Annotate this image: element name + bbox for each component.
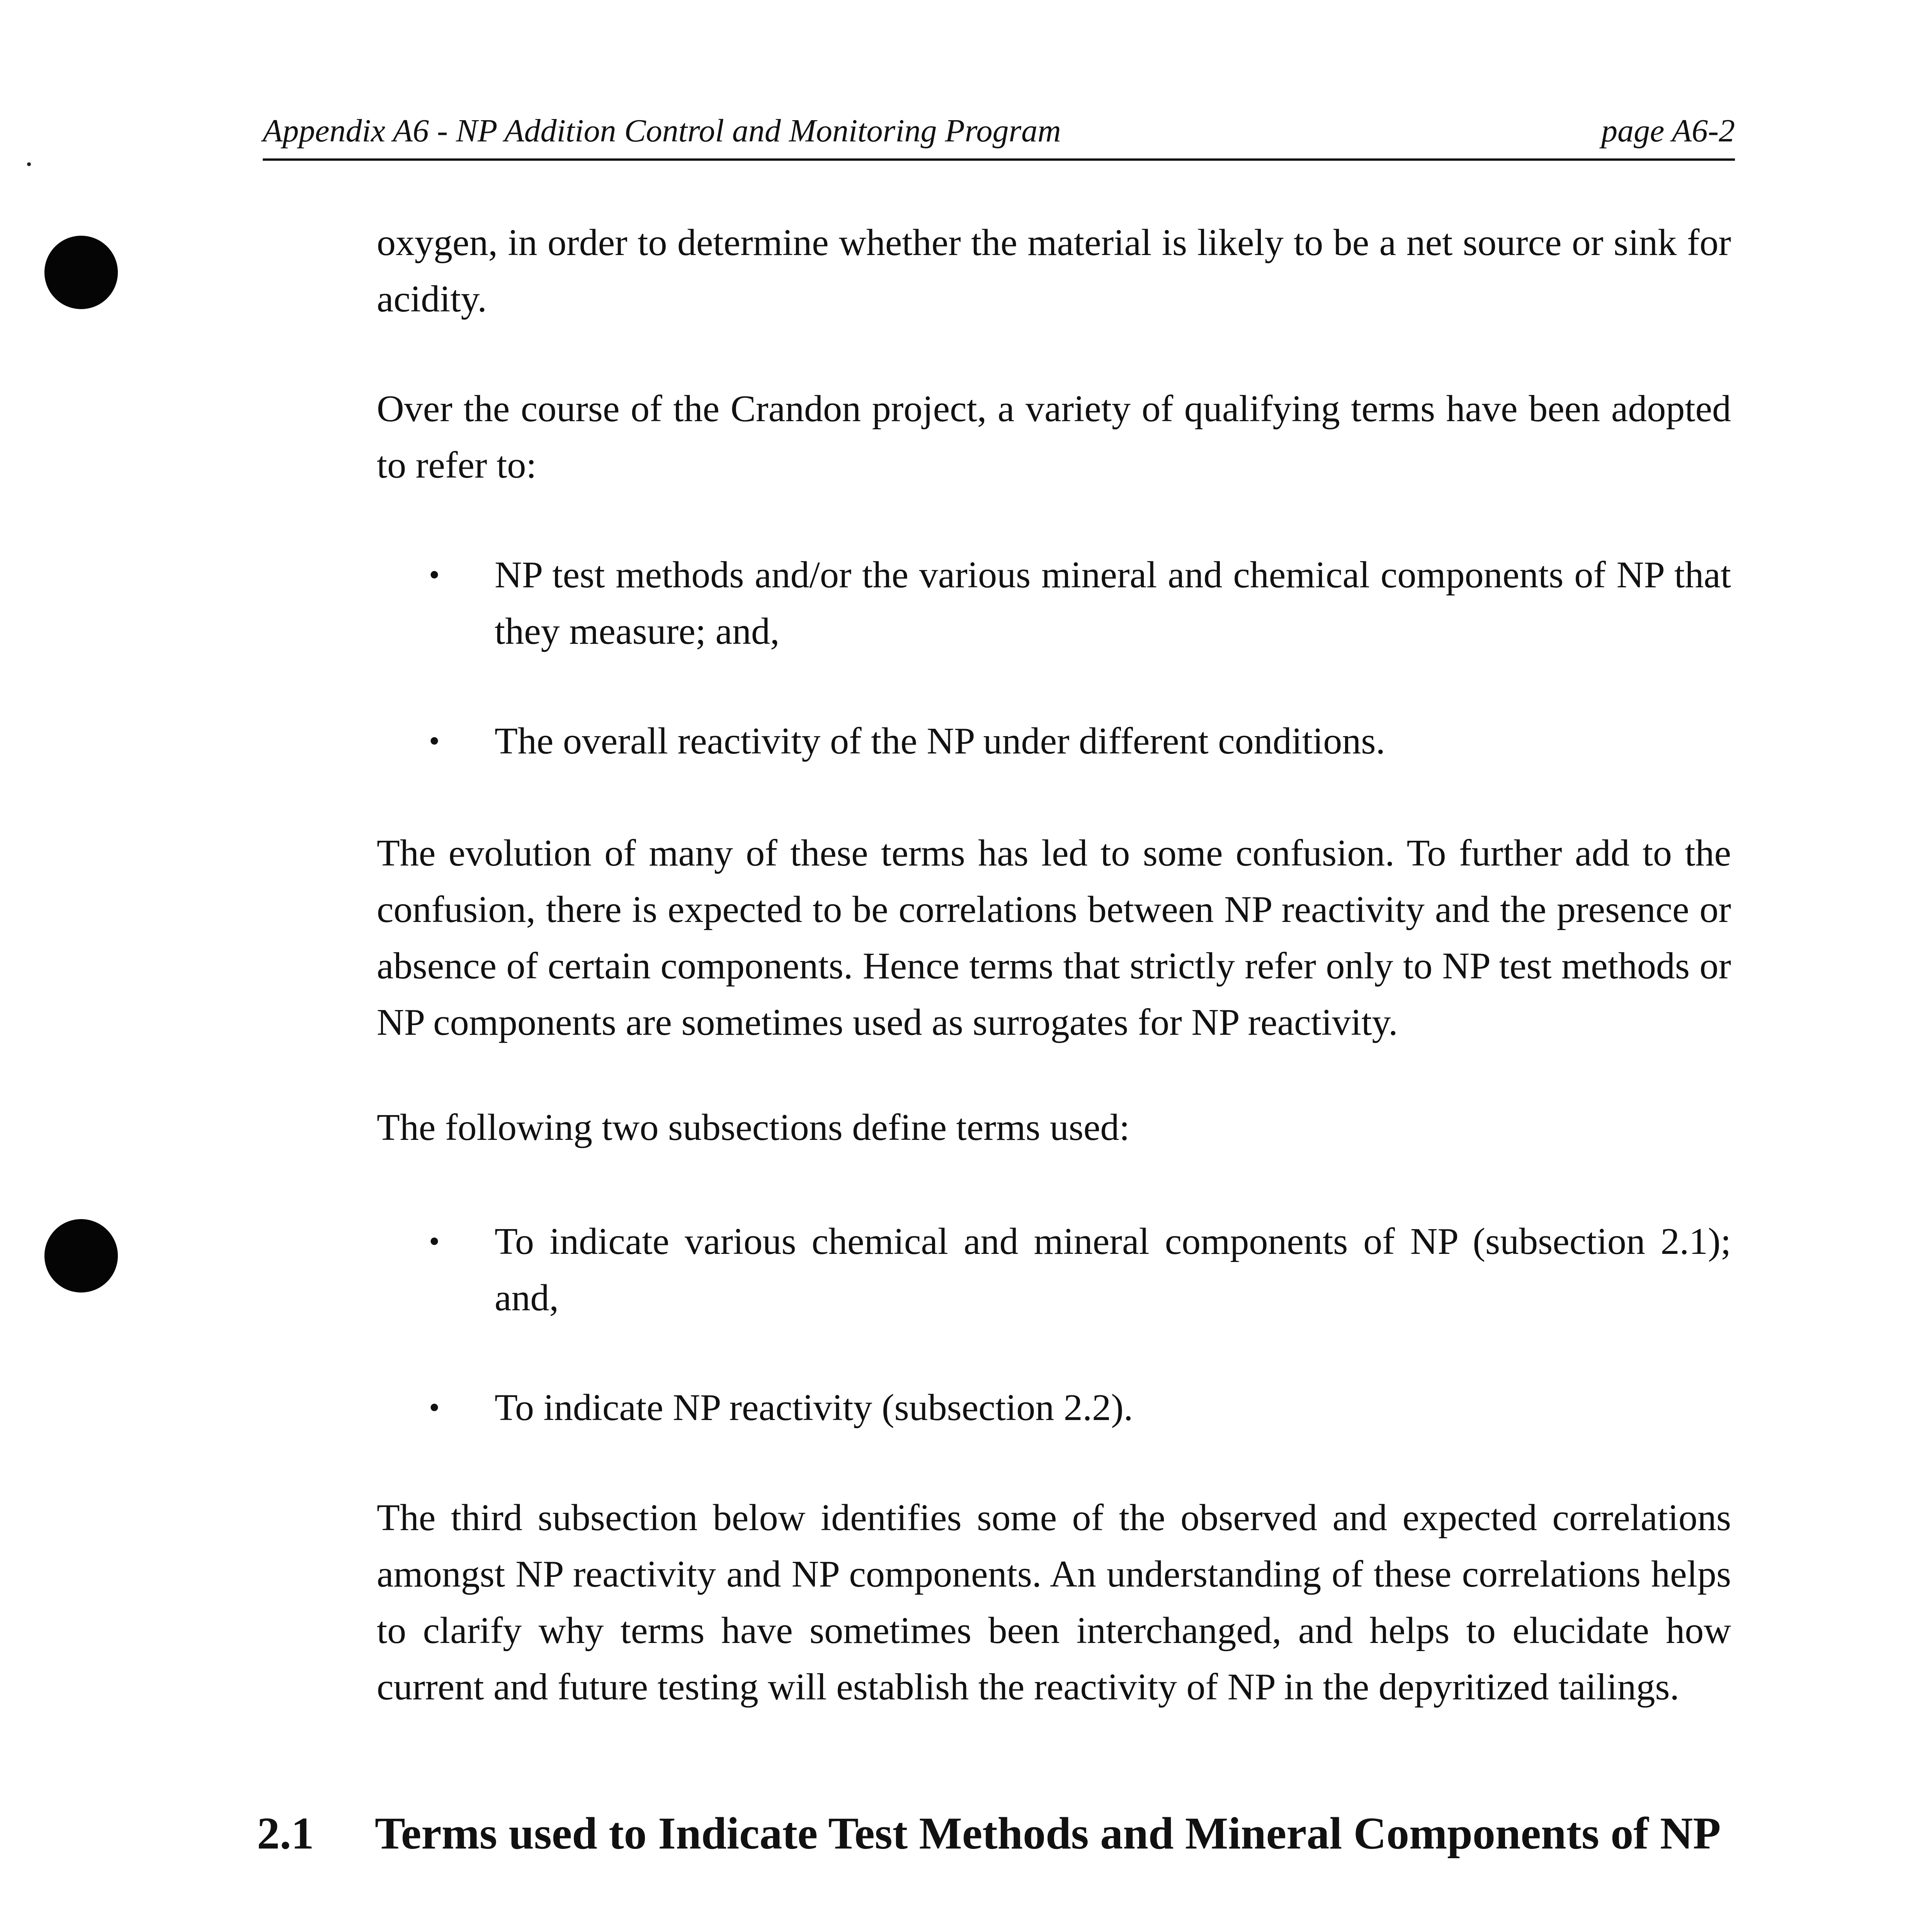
list-item-text: To indicate various chemical and mineral components of NP (subsection 2.1); and, — [495, 1221, 1731, 1319]
section-title: Terms used to Indicate Test Methods and Mineral Components of NP — [375, 1808, 1721, 1859]
list-item-text: To indicate NP reactivity (subsection 2.2). — [495, 1387, 1133, 1429]
paragraph-4: The following two subsections define terms used: — [377, 1107, 1130, 1148]
punch-hole-top — [44, 236, 118, 309]
list-item-text: The overall reactivity of the NP under different conditions. — [495, 720, 1386, 762]
paragraph-5: The third subsection below identifies some of the observed and expected correlations amongst NP reactivity and NP components. An understanding of these correlations helps to clarify why terms have sometimes been interchanged, and helps to elucidate how current and future testing will establish the reactivity of NP in the depyritized tailings. — [377, 1497, 1731, 1708]
bullet-icon: • — [429, 558, 440, 592]
paragraph-3: The evolution of many of these terms has led to some confusion. To further add to the confusion, there is expected to be correlations between NP reactivity and the presence or absence of certain components. Hence terms that strictly refer only to NP test methods or NP components are sometimes used as surrogates for NP reactivity. — [377, 832, 1731, 1043]
bullet-icon: • — [429, 1225, 440, 1259]
header-rule — [263, 158, 1735, 161]
paragraph-1: oxygen, in order to determine whether the material is likely to be a net source or sink for acidity. — [377, 222, 1731, 320]
scan-speck — [27, 162, 31, 166]
header-page-label: page A6-2 — [1601, 113, 1735, 149]
bullet-icon: • — [429, 1391, 440, 1425]
header-title: Appendix A6 - NP Addition Control and Monitoring Program — [263, 113, 1061, 149]
paragraph-2: Over the course of the Crandon project, a variety of qualifying terms have been adopted to refer to: — [377, 388, 1731, 486]
page-header — [263, 108, 1735, 158]
list-item-text: NP test methods and/or the various mineral and chemical components of NP that they measure; and, — [495, 554, 1731, 652]
punch-hole-middle — [44, 1219, 118, 1293]
section-number: 2.1 — [257, 1808, 314, 1859]
bullet-icon: • — [429, 724, 440, 758]
